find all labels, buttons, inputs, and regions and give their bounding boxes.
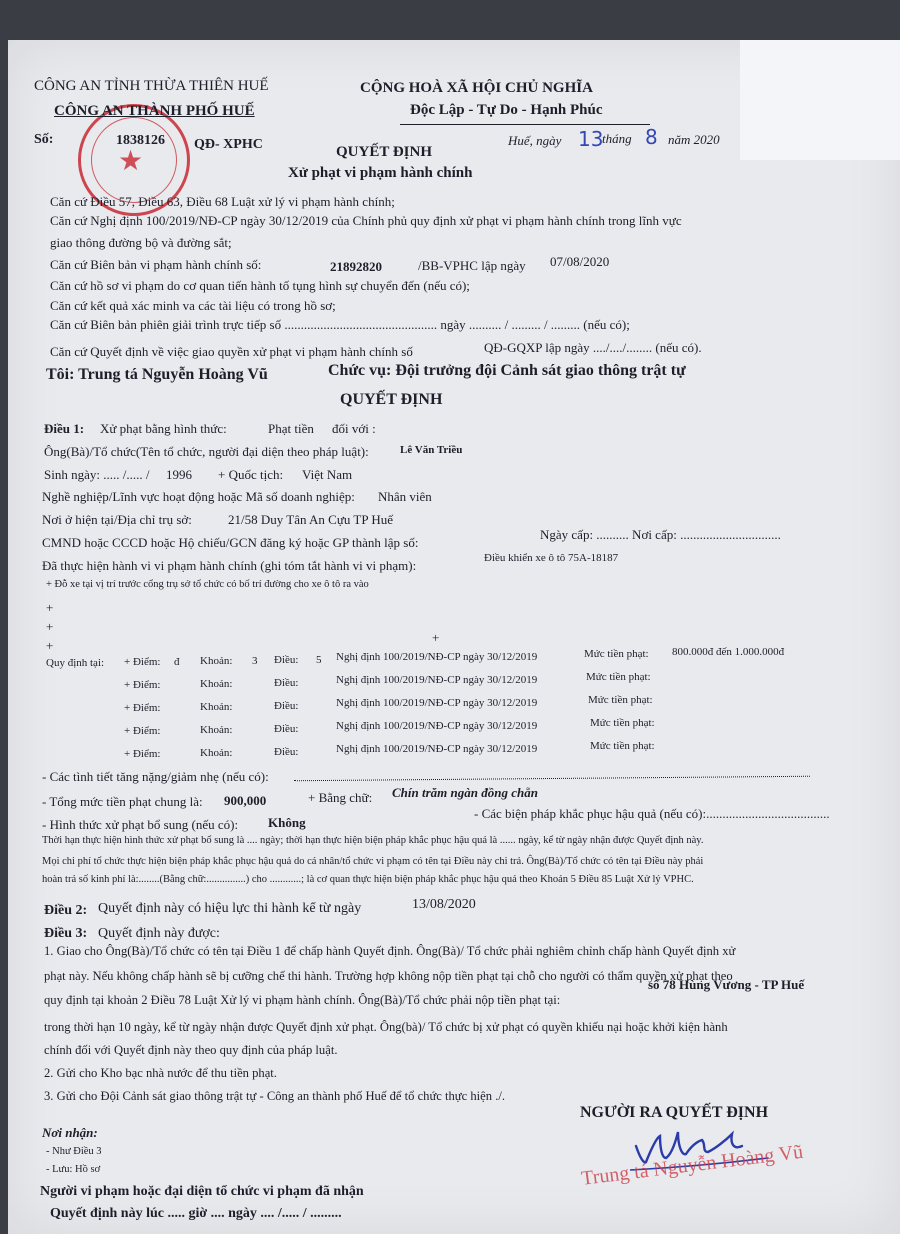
rule-diem: + Điểm:: [124, 656, 161, 668]
rule-fine-label: Mức tiền phạt:: [584, 648, 649, 660]
rule-khoan: Khoản:: [200, 724, 233, 736]
rule-dieu: Điều:: [274, 723, 299, 735]
basis-line-7a: Căn cứ Quyết định về việc giao quyền xử phạt vi phạm hành chính số: [50, 344, 413, 359]
basis-line-2a: Căn cứ Nghị định 100/2019/NĐ-CP ngày 30/12/2019 của Chính phủ quy định xử phạt vi phạm hành chính trong lĩnh vực: [50, 213, 682, 228]
article2-text: Quyết định này có hiệu lực thi hành kể từ ngày: [98, 901, 362, 916]
plus-marker: +: [46, 600, 54, 615]
rule-dieu: Điều:: [274, 654, 299, 666]
article1-doi-voi: đối với :: [332, 421, 376, 436]
article3-intro: Quyết định này được:: [98, 926, 220, 941]
person-label: Ông(Bà)/Tổ chức(Tên tổ chức, người đại diện theo pháp luật):: [44, 444, 369, 459]
dob-year: 1996: [166, 467, 192, 482]
rule-diem: + Điểm:: [124, 679, 161, 691]
rule-dieu-value: 5: [316, 654, 322, 666]
violation-detail: + Đỗ xe tại vị trí trước cổng trụ sở tổ chức có bố trí đường cho xe ô tô ra vào: [46, 579, 369, 590]
violation-summary: Điều khiển xe ô tô 75A-18187: [484, 552, 619, 564]
dob-label: Sinh ngày: ..... /..... /: [44, 467, 150, 482]
rule-khoan-value: 3: [252, 655, 258, 667]
decision-heading: QUYẾT ĐỊNH: [340, 391, 443, 408]
official-position: Chức vụ: Đội trưởng đội Cảnh sát giao thông trật tự: [328, 362, 686, 379]
article3-item-2: 2. Gửi cho Kho bạc nhà nước để thu tiền phạt.: [44, 1066, 277, 1080]
article3-line-2: phạt này. Nếu không chấp hành sẽ bị cưỡng chế thi hành. Trường hợp không nộp tiền phạt tại chỗ cho người có thẩm quyền xử phạt theo: [44, 969, 733, 983]
rule-decree: Nghị định 100/2019/NĐ-CP ngày 30/12/2019: [336, 697, 538, 709]
rule-decree: Nghị định 100/2019/NĐ-CP ngày 30/12/2019: [336, 674, 538, 686]
article3-line-1: 1. Giao cho Ông(Bà)/Tổ chức có tên tại Điều 1 để chấp hành Quyết định. Ông(Bà)/ Tổ chức phải nghiêm chỉnh chấp hành Quyết định xử: [44, 944, 736, 958]
year-label: năm 2020: [668, 132, 720, 147]
job-label: Nghề nghiệp/Lĩnh vực hoạt động hoặc Mã số doanh nghiệp:: [42, 489, 355, 504]
recipient-1: - Như Điều 3: [46, 1146, 102, 1157]
extra-penalty-value: Không: [268, 815, 306, 830]
basis-line-3-mid: /BB-VPHC lập ngày: [418, 258, 526, 273]
article3-line-3: quy định tại khoản 2 Điều 78 Luật Xử lý vi phạm hành chính. Ông(Bà)/Tổ chức phải nộp tiền phạt tại:: [44, 993, 561, 1007]
document-subtitle: Xử phạt vi phạm hành chính: [288, 165, 473, 181]
basis-line-6: Căn cứ Biên bản phiên giải trình trực tiếp số ............................................... ngày .......... / ......... / ......... (nếu có);: [50, 317, 630, 332]
rule-khoan: Khoản:: [200, 655, 233, 667]
total-label: - Tổng mức tiền phạt chung là:: [42, 794, 203, 809]
words-label: + Bằng chữ:: [308, 790, 373, 805]
basis-line-2b: giao thông đường bộ và đường sắt;: [50, 235, 232, 250]
so-suffix: QĐ- XPHC: [194, 137, 263, 152]
article3-heading: Điều 3:: [44, 926, 88, 941]
month-label: tháng: [602, 131, 632, 146]
rule-dieu: Điều:: [274, 746, 299, 758]
authority-line-1: CÔNG AN TỈNH THỪA THIÊN HUẾ: [34, 78, 269, 94]
seal-star-icon: ★: [118, 144, 144, 177]
circumstances-label: - Các tình tiết tăng nặng/giảm nhẹ (nếu có):: [42, 769, 269, 784]
basis-line-1: Căn cứ Điều 57, Điều 63, Điều 68 Luật xử lý vi phạm hành chính;: [50, 194, 395, 209]
place-date: Huế, ngày: [508, 133, 562, 148]
payment-place: số 78 Hùng Vương - TP Huế: [648, 977, 805, 992]
rule-fine-label: Mức tiền phạt:: [588, 694, 653, 706]
extra-penalty-label: - Hình thức xử phạt bổ sung (nếu có):: [42, 817, 239, 832]
signer-name-stamp: Trung tá Nguyễn Hoàng Vũ: [580, 1140, 805, 1190]
rule-khoan: Khoản:: [200, 678, 233, 690]
basis-line-4: Căn cứ hồ sơ vi phạm do cơ quan tiến hành tố tụng hình sự chuyển đến (nếu có);: [50, 278, 470, 293]
effective-date: 13/08/2020: [412, 897, 476, 912]
issue-date-place: Ngày cấp: .......... Nơi cấp: ...............................: [540, 527, 781, 542]
rule-fine-value: 800.000đ đến 1.000.000đ: [672, 646, 785, 658]
violation-record-date: 07/08/2020: [550, 254, 610, 269]
page-corner: [740, 40, 900, 160]
rule-diem: + Điểm:: [124, 725, 161, 737]
recipients-label: Nơi nhận:: [42, 1125, 98, 1140]
rule-decree: Nghị định 100/2019/NĐ-CP ngày 30/12/2019: [336, 720, 538, 732]
rules-label: Quy định tại:: [46, 657, 105, 669]
rule-decree: Nghị định 100/2019/NĐ-CP ngày 30/12/2019: [336, 651, 538, 663]
rule-diem: + Điểm:: [124, 748, 161, 760]
rule-khoan: Khoản:: [200, 747, 233, 759]
rule-fine-label: Mức tiền phạt:: [590, 717, 655, 729]
total-in-words: Chín trăm ngàn đồng chẵn: [392, 785, 538, 800]
rule-khoan: Khoản:: [200, 701, 233, 713]
handwritten-month: 8: [645, 125, 658, 149]
nation-line-2: Độc Lập - Tự Do - Hạnh Phúc: [410, 102, 603, 118]
so-label: Số:: [34, 132, 54, 147]
violation-label: Đã thực hiện hành vi vi phạm hành chính (ghi tóm tắt hành vi vi phạm):: [42, 558, 417, 573]
article1-form: Xử phạt bằng hình thức:: [100, 421, 227, 436]
nationality-label: + Quốc tịch:: [218, 467, 284, 482]
article1-penalty: Phạt tiền: [268, 421, 314, 436]
article2-heading: Điều 2:: [44, 903, 88, 918]
basis-line-5: Căn cứ kết quả xác minh va các tài liệu có trong hồ sơ;: [50, 298, 336, 313]
nation-underline: [400, 124, 650, 125]
article1-heading: Điều 1:: [44, 421, 85, 436]
id-label: CMND hoặc CCCD hoặc Hộ chiếu/GCN đăng ký hoặc GP thành lập số:: [42, 535, 419, 550]
rule-dieu: Điều:: [274, 677, 299, 689]
received-line-2: Quyết định này lúc ..... giờ .... ngày .... /..... / .........: [50, 1206, 342, 1221]
article3-line-5: chính đối với Quyết định này theo quy định của pháp luật.: [44, 1043, 338, 1057]
basis-line-7b: QĐ-GQXP lập ngày ..../..../........ (nếu có).: [484, 340, 702, 355]
rule-diem-value: đ: [174, 656, 180, 668]
job-value: Nhân viên: [378, 489, 432, 504]
person-name: Lê Văn Triều: [400, 444, 463, 456]
article3-line-4: trong thời hạn 10 ngày, kể từ ngày nhận được Quyết định xử phạt. Ông(bà)/ Tổ chức bị xử phạt có quyền khiếu nại hoặc khởi kiện hành: [44, 1020, 728, 1034]
signer-title: NGƯỜI RA QUYẾT ĐỊNH: [580, 1104, 769, 1121]
plus-marker: +: [46, 619, 54, 634]
fine-print-3: hoàn trả số kinh phí là:........(Bằng chữ:...............) cho ............; là cơ quan thực hiện biện pháp khắc phục hậu quả theo Khoản 5 Điều 85 Luật Xử lý VPHC.: [42, 874, 694, 885]
violation-record-number: 21892820: [330, 259, 382, 274]
address-label: Nơi ở hiện tại/Địa chỉ trụ sở:: [42, 512, 192, 527]
total-amount: 900,000: [224, 793, 267, 808]
recipient-2: - Lưu: Hồ sơ: [46, 1164, 101, 1175]
fine-print-1: Thời hạn thực hiện hình thức xử phạt bổ sung là .... ngày; thời hạn thực hiện biện pháp khắc phục hậu quả là ...... ngày, kể từ ngày nhận được Quyết định này.: [42, 835, 704, 846]
rule-diem: + Điểm:: [124, 702, 161, 714]
rule-decree: Nghị định 100/2019/NĐ-CP ngày 30/12/2019: [336, 743, 538, 755]
plus-marker: +: [46, 638, 54, 653]
basis-line-3-label: Căn cứ Biên bản vi phạm hành chính số:: [50, 257, 262, 272]
rule-fine-label: Mức tiền phạt:: [586, 671, 651, 683]
so-number: 1838126: [116, 133, 165, 148]
rule-dieu: Điều:: [274, 700, 299, 712]
authority-line-2: CÔNG AN THÀNH PHỐ HUẾ: [54, 103, 255, 119]
article3-item-3: 3. Gửi cho Đội Cảnh sát giao thông trật tự - Công an thành phố Huế để tổ chức thực hiện ./.: [44, 1089, 506, 1103]
nation-line-1: CỘNG HOÀ XÃ HỘI CHỦ NGHĨA: [360, 80, 593, 96]
address-value: 21/58 Duy Tân An Cựu TP Huế: [228, 512, 393, 527]
plus-marker: +: [432, 630, 440, 645]
remedy-label: - Các biện pháp khắc phục hậu quả (nếu có):......................................: [474, 806, 830, 821]
handwritten-day: 13: [578, 127, 604, 151]
document-title: QUYẾT ĐỊNH: [336, 144, 432, 160]
nationality-value: Việt Nam: [302, 467, 353, 482]
rule-fine-label: Mức tiền phạt:: [590, 740, 655, 752]
received-line-1: Người vi phạm hoặc đại diện tổ chức vi phạm đã nhận: [40, 1184, 364, 1199]
fine-print-2: Mọi chi phí tổ chức thực hiện biện pháp khắc phục hậu quả do cá nhân/tổ chức vi phạm có tên tại Điều này chi trả. Ông(Bà)/Tổ chức có tên tại Điều này phải: [42, 856, 704, 867]
official-name: Tôi: Trung tá Nguyễn Hoàng Vũ: [46, 366, 268, 383]
